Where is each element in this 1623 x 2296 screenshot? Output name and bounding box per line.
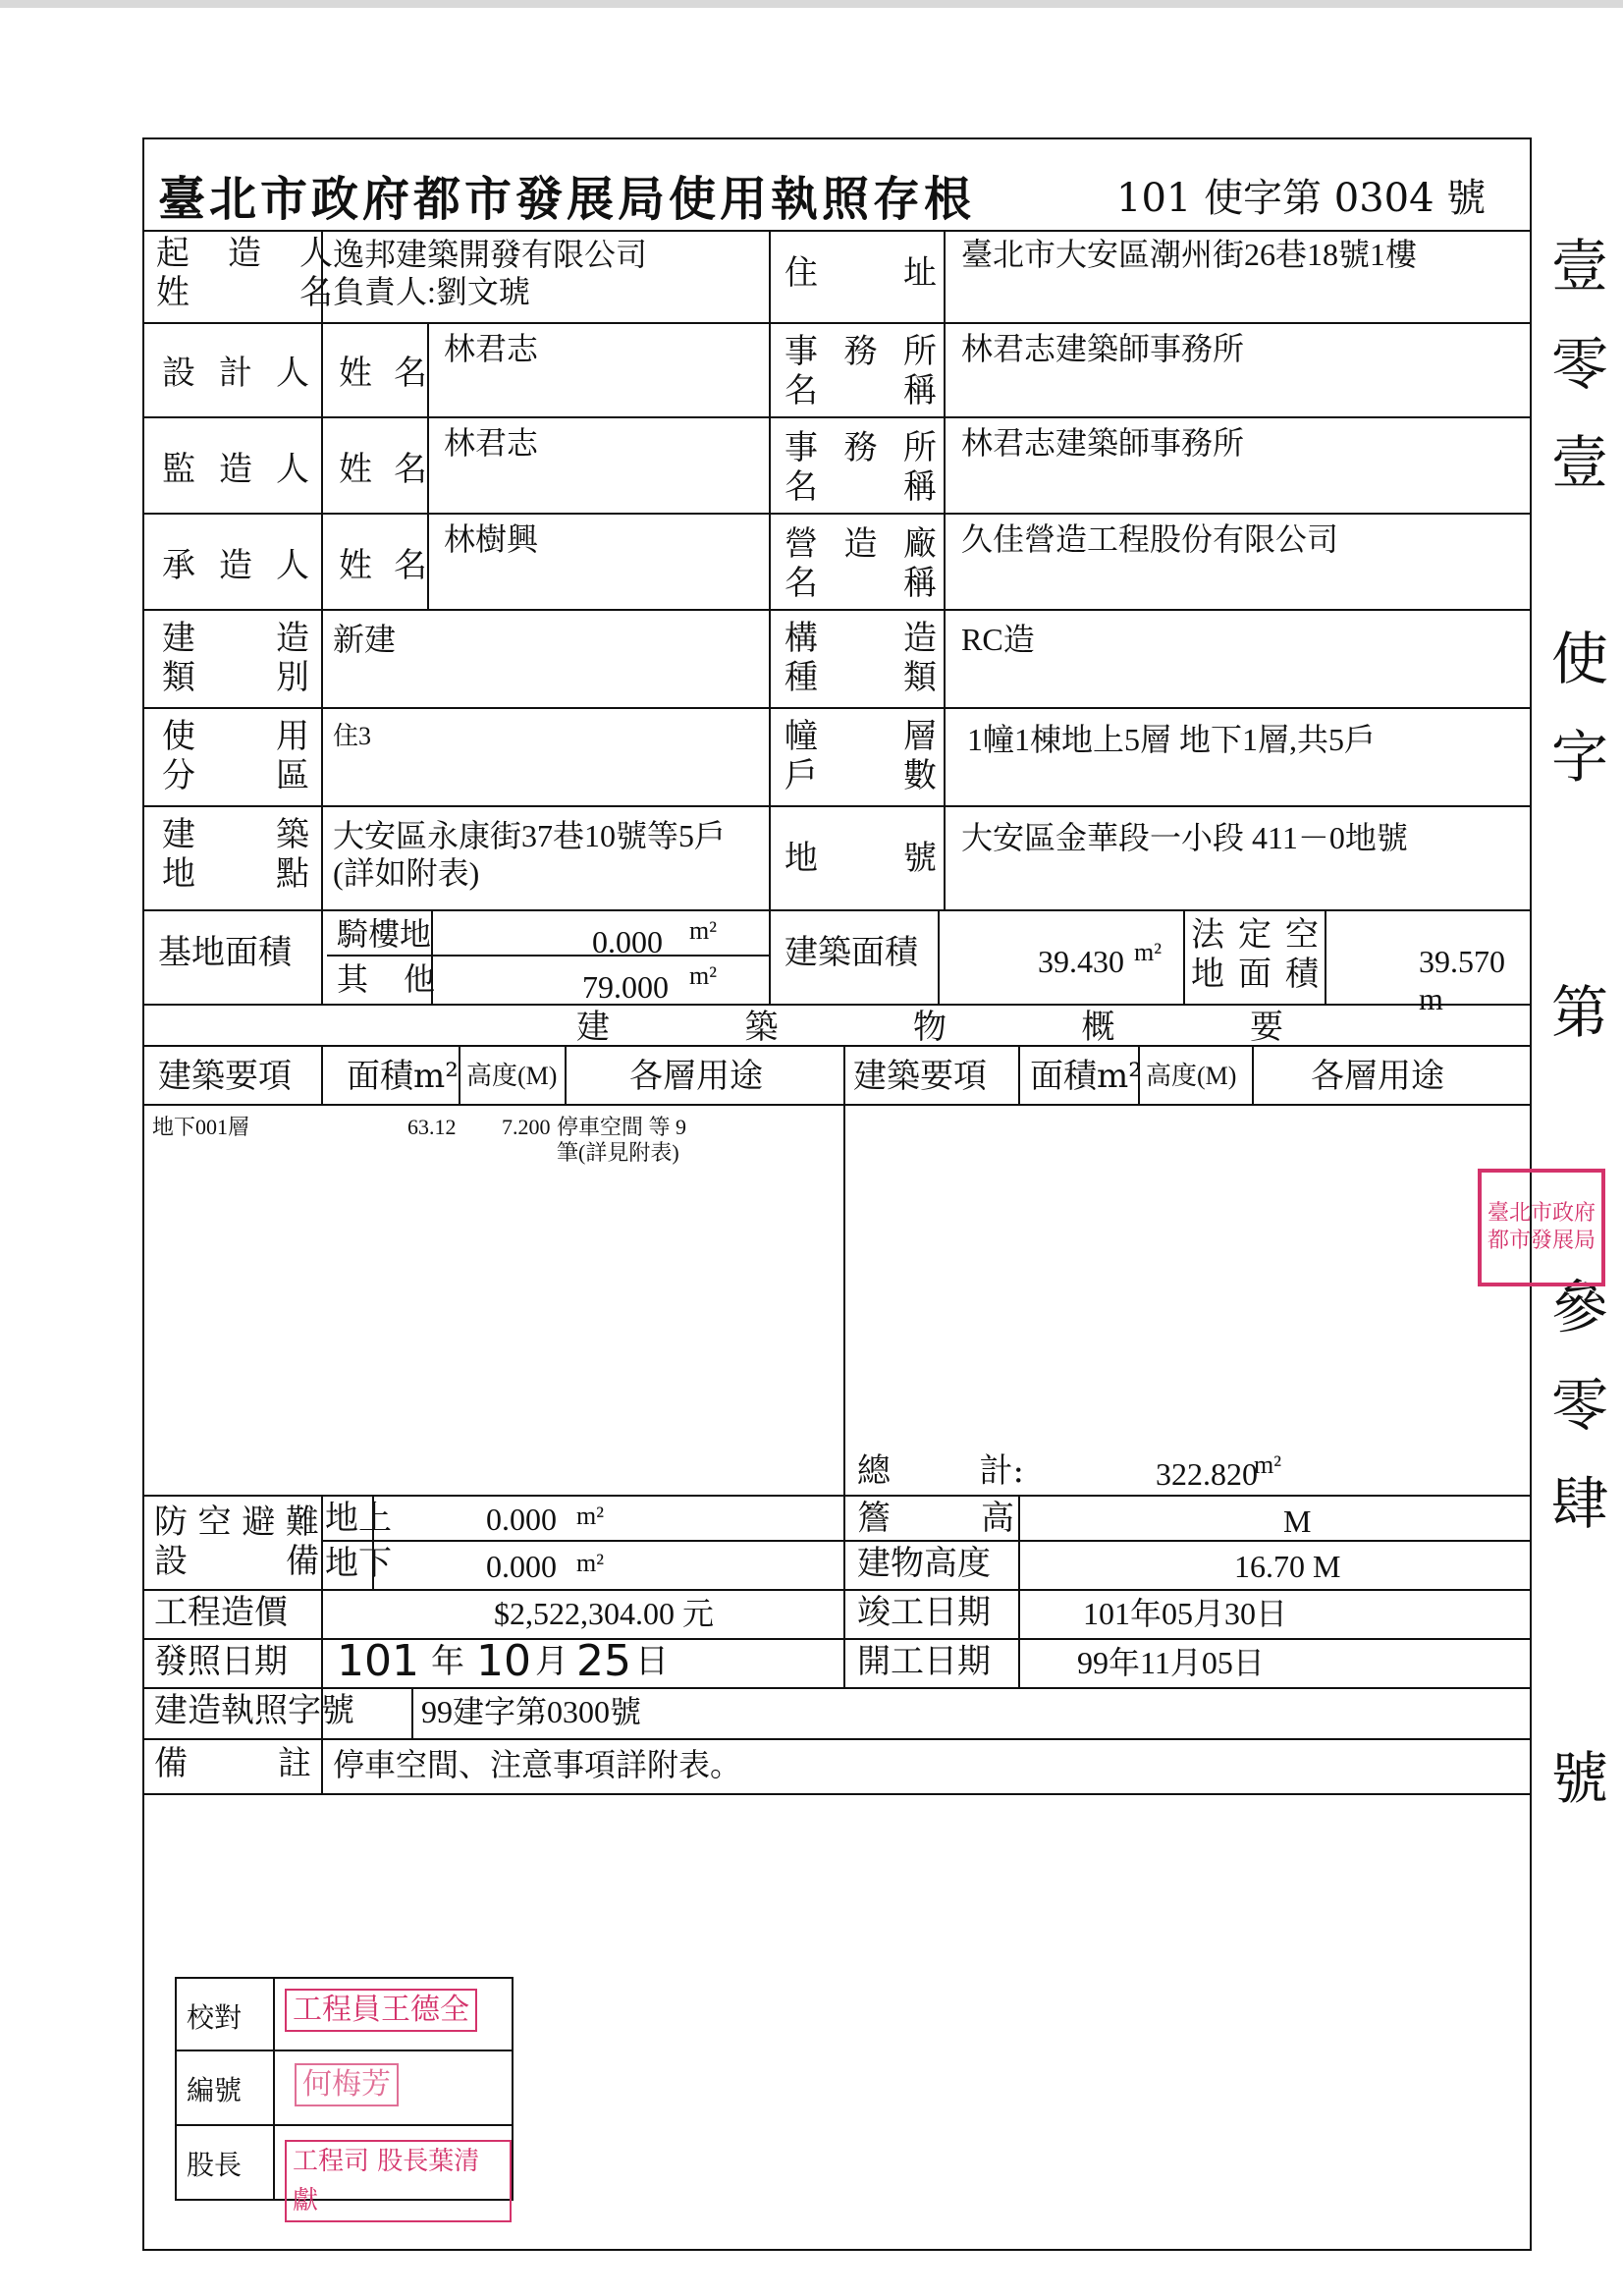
supervisor-label: 監 造 人 (162, 450, 309, 489)
arcade-value: 0.000 (592, 924, 663, 959)
below-unit: m² (576, 1549, 605, 1577)
issue-day-char: 日 (635, 1642, 669, 1681)
note-label: 備 註 (154, 1744, 311, 1783)
total-label: 總 計: (857, 1451, 1024, 1491)
zone: 住3 (333, 722, 372, 750)
above-label: 地上 (325, 1499, 392, 1538)
build-type-label: 建 造 類 別 (162, 619, 309, 697)
floor-name: 地下001層 (152, 1115, 250, 1139)
col-item-left: 建築要項 (158, 1057, 292, 1096)
lot-label: 地 號 (784, 839, 937, 878)
arcade-unit: m² (689, 916, 718, 945)
shelter-label: 防 空 避 難 設 備 (154, 1503, 319, 1581)
designer-name: 林君志 (444, 331, 539, 366)
designer-name-label: 姓 名 (339, 354, 427, 393)
number-stamp: 何梅芳 (295, 2063, 399, 2106)
contractor-name: 林樹興 (444, 521, 539, 557)
chief-label: 股長 (187, 2149, 243, 2181)
floor-area: 63.12 (407, 1115, 457, 1139)
note-value: 停車空間、注意事項詳附表。 (333, 1747, 742, 1782)
other-label: 其 他 (337, 961, 435, 997)
base-area-label: 基地面積 (158, 933, 292, 972)
start-date: 99年11月05日 (1077, 1645, 1265, 1680)
form-title: 臺北市政府都市發展局使用執照存根 (158, 172, 976, 227)
other-unit: m² (689, 961, 718, 990)
build-area: 39.430 (1038, 944, 1124, 979)
summary-heading: 建 築 物 概 要 (576, 1008, 1283, 1047)
builder-name: 逸邦建築開發有限公司 (333, 237, 648, 272)
structure-label: 構 造 種 類 (784, 619, 937, 697)
site: 大安區永康街37巷10號等5戶(詳如附表) (333, 818, 727, 891)
builder-address: 臺北市大安區潮州街26巷18號1樓 (961, 237, 1418, 272)
arcade-label: 騎樓地 (337, 916, 432, 952)
floor-use: 停車空間 等 9 (557, 1115, 687, 1139)
structure-type: RC造 (961, 622, 1035, 657)
chief-stamp: 工程司 股長葉清獻 (285, 2140, 512, 2222)
col-area-right: 面積m² (1030, 1057, 1142, 1096)
issue-year: 101 (337, 1636, 419, 1686)
side-text-yi-2: 壹 (1551, 429, 1609, 496)
complete-label: 竣工日期 (857, 1593, 991, 1632)
units-label: 幢 層 戶 數 (784, 717, 937, 795)
cost-label: 工程造價 (154, 1593, 288, 1632)
col-item-right: 建築要項 (853, 1057, 987, 1096)
signature-box (175, 1977, 514, 2215)
permit-label: 建造執照字號 (154, 1691, 354, 1730)
floor-height: 7.200 (502, 1115, 551, 1139)
builder-label: 起 造 人 姓 名 (156, 234, 333, 312)
site-label: 建 築 地 點 (162, 815, 309, 894)
supervisor-office-label: 事 務 所 名 稱 (784, 428, 937, 507)
eave-value: M (1283, 1503, 1312, 1539)
contractor-factory: 久佳營造工程股份有限公司 (961, 521, 1339, 557)
col-height-left: 高度(M) (466, 1062, 558, 1090)
below-label: 地下 (325, 1544, 392, 1583)
issue-day: 25 (576, 1636, 631, 1686)
builder-representative: 負責人:劉文琥 (333, 274, 530, 309)
col-height-right: 高度(M) (1146, 1062, 1237, 1090)
total-unit: m² (1254, 1450, 1282, 1479)
designer-label: 設 計 人 (162, 354, 309, 393)
height-label: 建物高度 (857, 1544, 991, 1583)
above-unit: m² (576, 1502, 605, 1530)
designer-office-label: 事 務 所 名 稱 (784, 332, 937, 410)
units: 1幢1棟地上5層 地下1層,共5戶 (967, 722, 1377, 757)
address-label: 住 址 (784, 253, 937, 293)
lot-number: 大安區金華段一小段 411－0地號 (961, 820, 1408, 855)
official-seal: 臺北市政府都市發展局 (1478, 1169, 1605, 1286)
supervisor-name: 林君志 (444, 425, 539, 461)
side-text-di: 第 (1551, 979, 1609, 1046)
start-label: 開工日期 (857, 1642, 991, 1681)
supervisor-office: 林君志建築師事務所 (961, 425, 1245, 461)
issue-year-char: 年 (431, 1642, 464, 1681)
zone-label: 使 用 分 區 (162, 717, 309, 795)
issue-label: 發照日期 (154, 1642, 288, 1681)
check-label: 校對 (187, 2001, 243, 2034)
build-type: 新建 (333, 622, 397, 657)
complete-date: 101年05月30日 (1083, 1596, 1288, 1631)
cost-value: $2,522,304.00 元 (494, 1596, 715, 1631)
eave-label: 簷 高 (857, 1499, 1014, 1538)
side-text-ling-2: 零 (1551, 1372, 1609, 1439)
side-text-si: 肆 (1551, 1470, 1609, 1537)
build-area-label: 建築面積 (784, 933, 918, 972)
side-text-can: 參 (1551, 1274, 1609, 1340)
side-text-shi: 使 (1551, 626, 1609, 692)
open-area-label: 法 定 空 地 面 積 (1191, 915, 1319, 994)
supervisor-name-label: 姓 名 (339, 450, 427, 489)
permit-number: 99建字第0300號 (421, 1694, 642, 1729)
col-use-left: 各層用途 (629, 1057, 763, 1096)
above-value: 0.000 (486, 1502, 557, 1537)
issue-month: 10 (476, 1636, 531, 1686)
side-text-ling: 零 (1551, 331, 1609, 398)
side-text-yi-1: 壹 (1551, 233, 1609, 300)
col-use-right: 各層用途 (1311, 1057, 1444, 1096)
contractor-name-label: 姓 名 (339, 546, 427, 585)
number-label: 編號 (187, 2074, 243, 2106)
scan-edge (0, 0, 1623, 8)
issue-month-char: 月 (535, 1642, 568, 1681)
permit-form (142, 137, 1532, 2251)
build-area-unit: m² (1134, 938, 1163, 966)
open-area: 39.570 m (1419, 944, 1505, 1016)
col-area-left: 面積m² (347, 1057, 459, 1096)
check-stamp: 工程員王德全 (285, 1989, 477, 2032)
designer-office: 林君志建築師事務所 (961, 331, 1245, 366)
contractor-factory-label: 營 造 廠 名 稱 (784, 524, 937, 603)
other-value: 79.000 (582, 969, 669, 1005)
below-value: 0.000 (486, 1549, 557, 1584)
contractor-label: 承 造 人 (162, 546, 309, 585)
side-text-zi: 字 (1551, 724, 1609, 791)
side-text-hao: 號 (1551, 1745, 1609, 1812)
total-value: 322.820 (1156, 1456, 1258, 1492)
floor-use-detail: 筆(詳見附表) (557, 1140, 679, 1165)
height-value: 16.70 M (1234, 1549, 1341, 1584)
document-number: 101 使字第 0304 號 (1116, 176, 1487, 221)
